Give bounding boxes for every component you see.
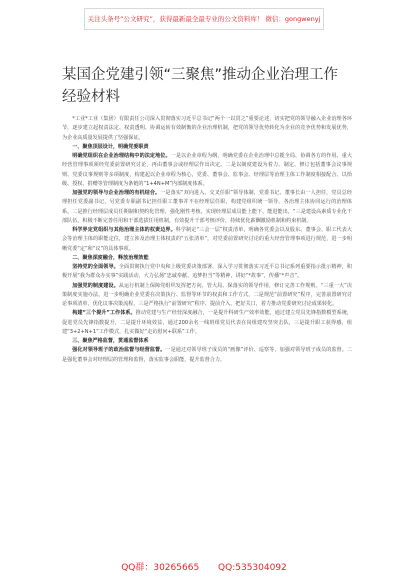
paragraph-lead: 强化对领导班子的政治监督与经营监督。: [72, 347, 166, 354]
paragraph-text: 三、聚焦严格监督，贯通监督体系: [72, 338, 149, 344]
body-paragraph: [62, 189, 352, 226]
paragraph-text: 二、聚焦深度融合，释放治理效能: [72, 254, 149, 261]
paragraph-text: *工业*工业（集团）有限责任公司深入贯彻落实习近平总书记“两个一以贯之”重要论述，切实把党的领导融入企业治理各环节，逐步建立起权责法定、权责透明、协调运转有效制衡的企业治理机制，把党的领导优势转化为企业的竞争优势和发展优势，为企业高质量发展提供了坚强保证。: [62, 116, 352, 141]
paragraph-lead: 坚持党的全面领导。: [72, 264, 119, 270]
paragraph-lead: 明确党组织在企业治理结构中的法定地位。: [72, 153, 171, 159]
paragraph-lead: 构建“三个提升”工作体系。: [72, 310, 136, 317]
paragraph-text: 推动党建与生产经营深度融合，一是提升科研生产效率效能，通过建立党员先锋指数模型系统，促进党员先锋指数提升，二是提升环境效益，通过200余名一线班组党员代表在岗组建攻坚突击队，三是提升职工获得感，组建“3+2+N+1”工作模式，扎实做好“走访慰问+联系”工作。: [62, 310, 352, 335]
promo-banner: 关注头条号“公文研究”，获得最新最全最专业的公文资料库！ 微信：gongwenyj: [84, 8, 324, 30]
section-heading: [62, 143, 352, 152]
section-heading: [62, 254, 352, 263]
document-title: 某国企党建引领“三聚焦”推动企业治理工作经验材料: [62, 67, 339, 105]
body-paragraph: [62, 152, 352, 189]
body-paragraph: [62, 115, 352, 143]
paragraph-text: 全面贯彻执行党中央和上级党委决策部署，深入学习贯彻落实习近平总书记系列重要指示批示精神，积极开展“我为群众办实事”实践活动，大力弘扬“忠诚奉献、追梦担当”等精神，讲好“*故事”，传播“*声音”。: [62, 264, 352, 280]
paragraph-text: 从运行机制上保障党组织发挥把方向、管大局、保落实的领导作用，修订完善工作规则。“三重一大”决策制度实施办法，进一步明确企业党委在决策执行、监督等环节的权责和工作方式，二是规范“前置研究”程序，完善前置研究讨论事项清单，优化议事决策流程，三是严格执行“前置研究”程序、提前介入，把好关口，着力推动党委研究讨论成果转化。: [62, 282, 352, 307]
paragraph-text: 科学制定“三会一层”权责清单，明确各党委会以及股东、董事会、职工代表大会等治理主体的职能定位，建立涉及治理主体权责的“五张清单”，对党委前置研究讨论的重大经营管理事项进行规范，进一步明晰党委“定”和“议”的具体事项。: [62, 227, 352, 252]
paragraph-text: 一是落实“双向进入、交叉任职”领导体制，党委书记、董事长由一人担任，党员总经理担任党委副书记，另党委专职副书记担任职工董事并不在经理层任职，构建党组织统一领导、各治理主体协同运行的治理体系。二是推行经理层成员任期制和契约化管理，强化刚性考核，实现经理层成员能上能下、能进能出，“三是建设高素质专业化干部队伍，积极不断完善任用和干部选拔任用机制，有效提升干部考核评价，持续优化薪酬激励机制和约束机制。: [62, 190, 352, 224]
body-paragraph: [62, 309, 352, 337]
paragraph-lead: 加强党的领导与企业治理的有机结合。: [72, 190, 161, 196]
paragraph-lead: 加强党的制度建设。: [72, 282, 119, 289]
footer: [0, 560, 408, 573]
footer-qq: QQ:535304092: [218, 563, 287, 573]
section-heading: [62, 337, 352, 346]
document-body: [62, 115, 352, 540]
paragraph-text: 一、聚焦顶层设计，明确党委职责: [72, 143, 149, 150]
paragraph-text: 一是以企业章程为纲，明确党委在企业治理中总揽全局、协调各方的作用。重大经营管理事项须经党委前置研究讨论，再由董事会或经理层作出决定。二是以制度建设为着力，制定、修订包括董事会议事规则、党委议事规则等多项制度，构建起以企业章程为核心，党委、董事会、监事会、经理层等治理主体工作制度相接配合、以拾级、授权、捐赠等管理制度为条链的“1+4N+M”内部制度体系。: [62, 153, 352, 187]
footer-qq-group: QQ群：30265665: [121, 563, 200, 573]
body-paragraph: [62, 226, 352, 254]
paragraph-lead: 科学界定党组织与其他治理主体的权责边界。: [72, 227, 176, 233]
body-paragraph: [62, 263, 352, 282]
paragraph-text: 一是通过对领导班子成员的“画像”评价、巡察等，加强对领导班子成员的监督。二是强化董事会对经理层的管理和监督，落实监事会职能，提升监督合力。: [62, 347, 352, 363]
body-paragraph: [62, 346, 352, 365]
body-paragraph: [62, 282, 352, 310]
